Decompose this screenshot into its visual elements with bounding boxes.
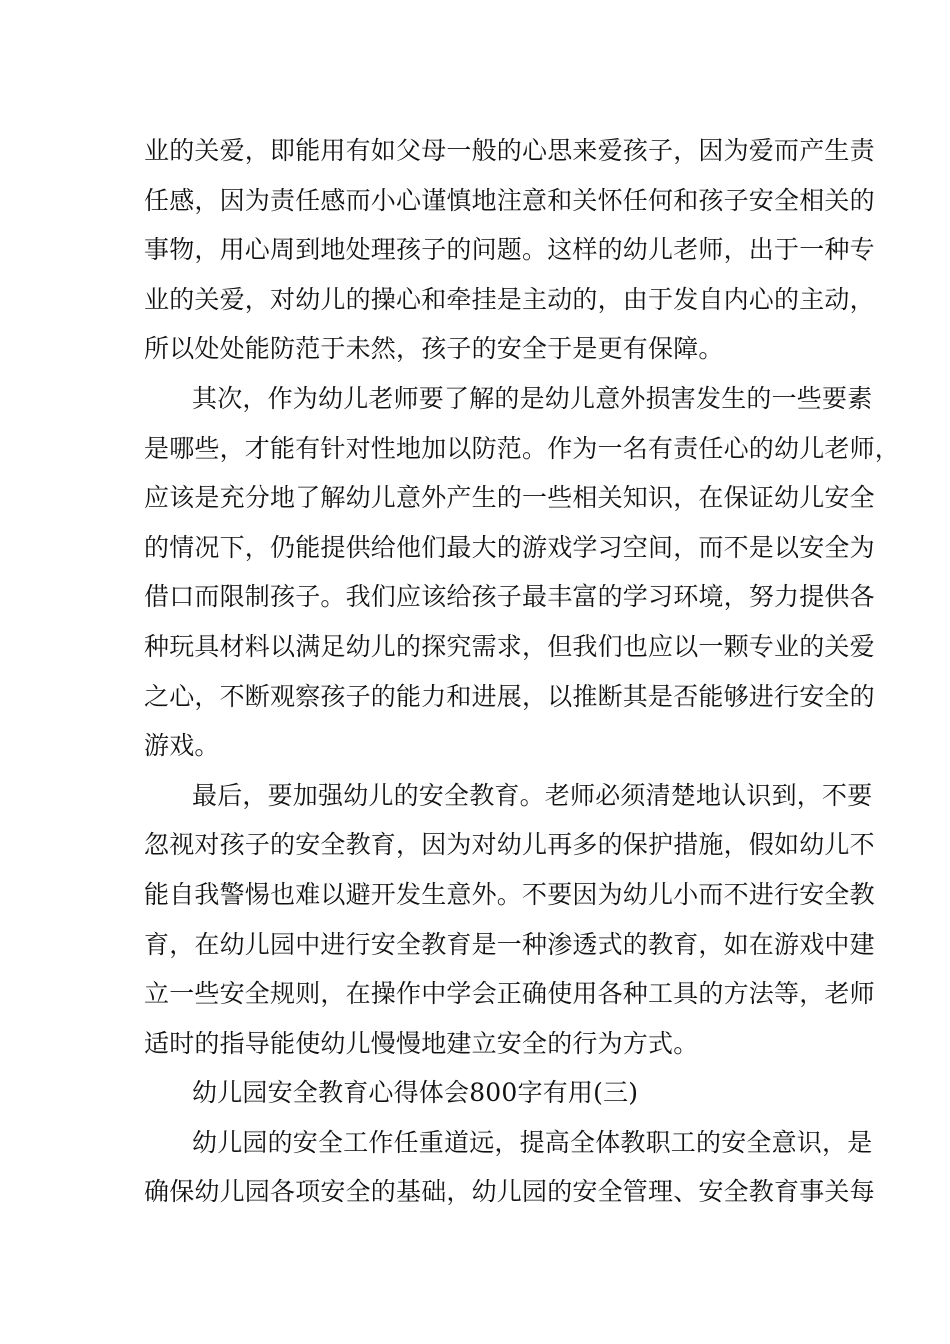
text-line: 所以处处能防范于未然，孩子的安全于是更有保障。 xyxy=(144,334,724,364)
text-line: 确保幼儿园各项安全的基础，幼儿园的安全管理、安全教育事关每 xyxy=(144,1177,875,1207)
text-line: 应该是充分地了解幼儿意外产生的一些相关知识，在保证幼儿安全 xyxy=(144,483,875,513)
text-line: 借口而限制孩子。我们应该给孩子最丰富的学习环境，努力提供各 xyxy=(144,582,875,612)
text-line: 事物，用心周到地处理孩子的问题。这样的幼儿老师，出于一种专 xyxy=(144,235,875,265)
paragraph-first-line: 幼儿园的安全工作任重道远，提高全体教职工的安全意识，是 xyxy=(192,1127,873,1157)
text-line: 育，在幼儿园中进行安全教育是一种渗透式的教育，如在游戏中建 xyxy=(144,929,875,959)
text-line: 的情况下，仍能提供给他们最大的游戏学习空间，而不是以安全为 xyxy=(144,532,875,562)
text-line: 能自我警惕也难以避开发生意外。不要因为幼儿小而不进行安全教 xyxy=(144,879,875,909)
text-line: 游戏。 xyxy=(144,731,220,761)
document-body xyxy=(144,126,901,1217)
paragraph-first-line: 最后，要加强幼儿的安全教育。老师必须清楚地认识到，不要 xyxy=(192,780,873,810)
text-line: 之心，不断观察孩子的能力和进展，以推断其是否能够进行安全的 xyxy=(144,681,875,711)
text-line: 忽视对孩子的安全教育，因为对幼儿再多的保护措施，假如幼儿不 xyxy=(144,830,875,860)
text-line: 立一些安全规则，在操作中学会正确使用各种工具的方法等，老师 xyxy=(144,979,875,1009)
text-line: 业的关爱，对幼儿的操心和牵挂是主动的，由于发自内心的主动， xyxy=(144,284,875,314)
section-heading: 幼儿园安全教育心得体会800字有用(三) xyxy=(192,1078,639,1108)
text-line: 是哪些，才能有针对性地加以防范。作为一名有责任心的幼儿老师， xyxy=(144,433,901,463)
text-line: 适时的指导能使幼儿慢慢地建立安全的行为方式。 xyxy=(144,1028,699,1058)
text-line: 业的关爱，即能用有如父母一般的心思来爱孩子，因为爱而产生责 xyxy=(144,136,875,165)
text-line: 任感，因为责任感而小心谨慎地注意和关怀任何和孩子安全相关的 xyxy=(144,185,875,215)
text-line: 种玩具材料以满足幼儿的探究需求，但我们也应以一颗专业的关爱 xyxy=(144,631,875,661)
paragraph-first-line: 其次，作为幼儿老师要了解的是幼儿意外损害发生的一些要素 xyxy=(192,383,873,413)
